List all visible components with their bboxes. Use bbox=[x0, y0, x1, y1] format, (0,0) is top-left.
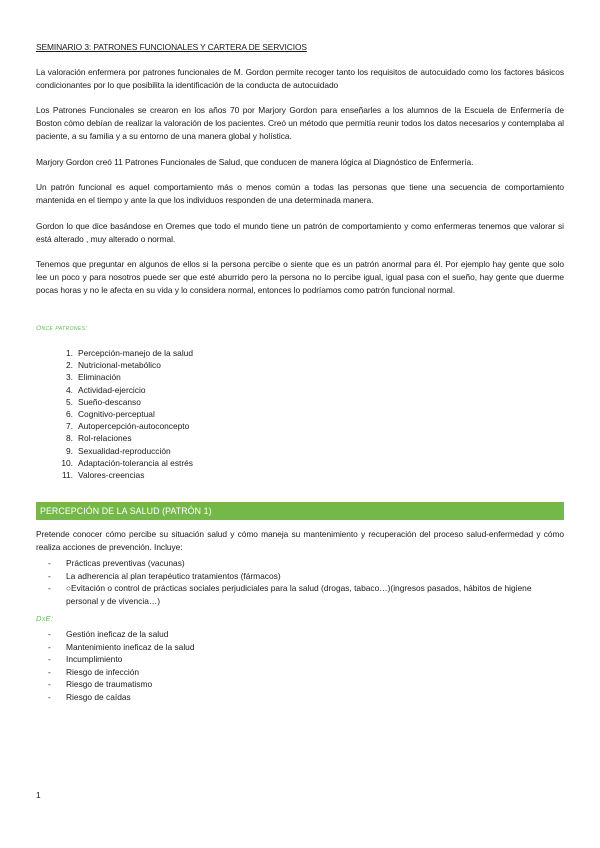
dxe-heading: DxE: bbox=[36, 614, 54, 623]
document-title: SEMINARIO 3: PATRONES FUNCIONALES Y CARTERA DE SERVICIOS bbox=[36, 42, 307, 52]
list-item bbox=[36, 469, 564, 481]
list-item bbox=[36, 396, 564, 408]
list-item-text: Adaptación-tolerancia al estrés bbox=[78, 457, 193, 468]
list-item-text: Riesgo de infección bbox=[66, 666, 140, 677]
list-dash: - bbox=[48, 691, 51, 702]
list-item bbox=[36, 432, 564, 444]
list-item-text: Incumplimiento bbox=[66, 654, 123, 665]
diagnoses-list bbox=[36, 628, 564, 704]
once-patrones-heading: Once patrones: bbox=[36, 325, 88, 332]
list-dash: - bbox=[48, 641, 51, 652]
list-item-text: Prácticas preventivas (vacunas) bbox=[66, 558, 185, 568]
list-item bbox=[36, 582, 564, 607]
page-number: 1 bbox=[36, 790, 41, 800]
list-item bbox=[36, 371, 564, 383]
paragraph-intro: La valoración enfermera por patrones funcionales de M. Gordon permite recoger tanto los requisitos de autocuidado como los factores básicos condicionantes por lo que posibilita la identificación de la conducta de autocuidado bbox=[36, 67, 564, 90]
list-item bbox=[36, 666, 564, 679]
list-item bbox=[36, 445, 564, 457]
list-item-text: Sueño-descanso bbox=[78, 396, 141, 407]
list-item-text: Actividad-ejercicio bbox=[78, 384, 146, 395]
list-dash: - bbox=[48, 666, 51, 677]
list-item bbox=[36, 691, 564, 704]
list-item-text: Riesgo de traumatismo bbox=[66, 679, 153, 690]
list-item-number: 3. bbox=[66, 372, 73, 383]
list-item-number: 11. bbox=[61, 469, 73, 480]
paragraph-history: Los Patrones Funcionales se crearon en los años 70 por Marjory Gordon para enseñarles a los alumnos de la Escuela de Enfermería de Boston cómo debían de realizar la valoración de los pacientes. Creó un método que permitía reunir todos los datos necesarios y contemplaba al paciente, a su familia y a su entorno de una manera global y holística. bbox=[36, 105, 564, 141]
list-dash: - bbox=[48, 583, 51, 594]
list-item-text: Percepción-manejo de la salud bbox=[78, 348, 193, 358]
list-item-number: 8. bbox=[66, 433, 73, 444]
list-item-text: Cognitivo-perceptual bbox=[78, 408, 155, 419]
list-item-text: Eliminación bbox=[78, 372, 121, 383]
list-item bbox=[36, 628, 564, 641]
list-item-text: Gestión ineficaz de la salud bbox=[66, 629, 169, 639]
list-item-number: 6. bbox=[66, 408, 73, 419]
list-item-number: 1. bbox=[66, 348, 73, 358]
paragraph-perception: Tenemos que preguntar en algunos de ellos si la persona percibe o siente que es un patrón anormal para él. Por ejemplo hay gente que solo lee un poco y para nosotros puede ser que esté aburrido pero la persona no lo percibe igual, igual pasa con el sueño, hay gente que duerme pocas horas y no le afecta en su vida y lo considera normal, entonces lo podríamos como patrón funcional normal. bbox=[36, 259, 564, 295]
list-item bbox=[36, 420, 564, 432]
list-item-number: 2. bbox=[66, 360, 73, 371]
list-dash: - bbox=[48, 679, 51, 690]
list-item-text: Rol-relaciones bbox=[78, 433, 132, 444]
paragraph-eleven-patterns: Marjory Gordon creó 11 Patrones Funcionales de Salud, que conducen de manera lógica al Diagnóstico de Enfermería. bbox=[36, 157, 474, 167]
list-item bbox=[36, 641, 564, 654]
list-item-text: Mantenimiento ineficaz de la salud bbox=[66, 641, 195, 652]
paragraph-gordon-orem: Gordon lo que dice basándose en Oremes que todo el mundo tiene un patrón de comportamiento y como enfermeras tenemos que valorar si está alterado , muy alterado o normal. bbox=[36, 221, 564, 244]
list-item-text: Riesgo de caídas bbox=[66, 691, 131, 702]
patterns-list bbox=[36, 347, 564, 481]
list-item bbox=[36, 678, 564, 691]
section-band-percepcion: PERCEPCIÓN DE LA SALUD (PATRÓN 1) bbox=[36, 502, 564, 520]
list-item bbox=[36, 347, 564, 359]
list-item bbox=[36, 653, 564, 666]
list-item-number: 9. bbox=[66, 445, 73, 456]
list-item bbox=[36, 384, 564, 396]
list-item-number: 7. bbox=[66, 421, 73, 432]
list-dash: - bbox=[48, 558, 51, 568]
list-item-text: Valores-creencias bbox=[78, 469, 145, 480]
list-item bbox=[36, 570, 564, 583]
list-item-number: 10. bbox=[61, 457, 73, 468]
list-dash: - bbox=[48, 654, 51, 665]
section-intro: Pretende conocer cómo percibe su situación salud y cómo maneja su mantenimiento y recuperación del proceso salud-enfermedad y cómo realiza acciones de prevención. Incluye: bbox=[36, 529, 564, 552]
list-item-number: 5. bbox=[66, 396, 73, 407]
list-item bbox=[36, 359, 564, 371]
list-item bbox=[36, 457, 564, 469]
paragraph-definition: Un patrón funcional es aquel comportamiento más o menos común a todas las personas que tiene una secuencia de comportamiento mantenida en el tiempo y ante la que los individuos responden de una determinada manera. bbox=[36, 182, 564, 205]
list-item-text: Sexualidad-reproducción bbox=[78, 445, 171, 456]
list-item-text: ○Evitación o control de prácticas sociales perjudiciales para la salud (drogas, tabaco…)(ingresos pasados, hábitos de higiene personal y de vivencia…) bbox=[66, 583, 532, 606]
list-dash: - bbox=[48, 570, 51, 581]
list-item bbox=[36, 557, 564, 570]
list-item-text: Nutricional-metabólico bbox=[78, 360, 161, 371]
includes-list bbox=[36, 557, 564, 607]
list-item-number: 4. bbox=[66, 384, 73, 395]
list-dash: - bbox=[48, 629, 51, 639]
list-item-text: Autopercepción-autoconcepto bbox=[78, 421, 190, 432]
list-item bbox=[36, 408, 564, 420]
list-item-text: La adherencia al plan terapéutico tratamientos (fármacos) bbox=[66, 570, 281, 581]
